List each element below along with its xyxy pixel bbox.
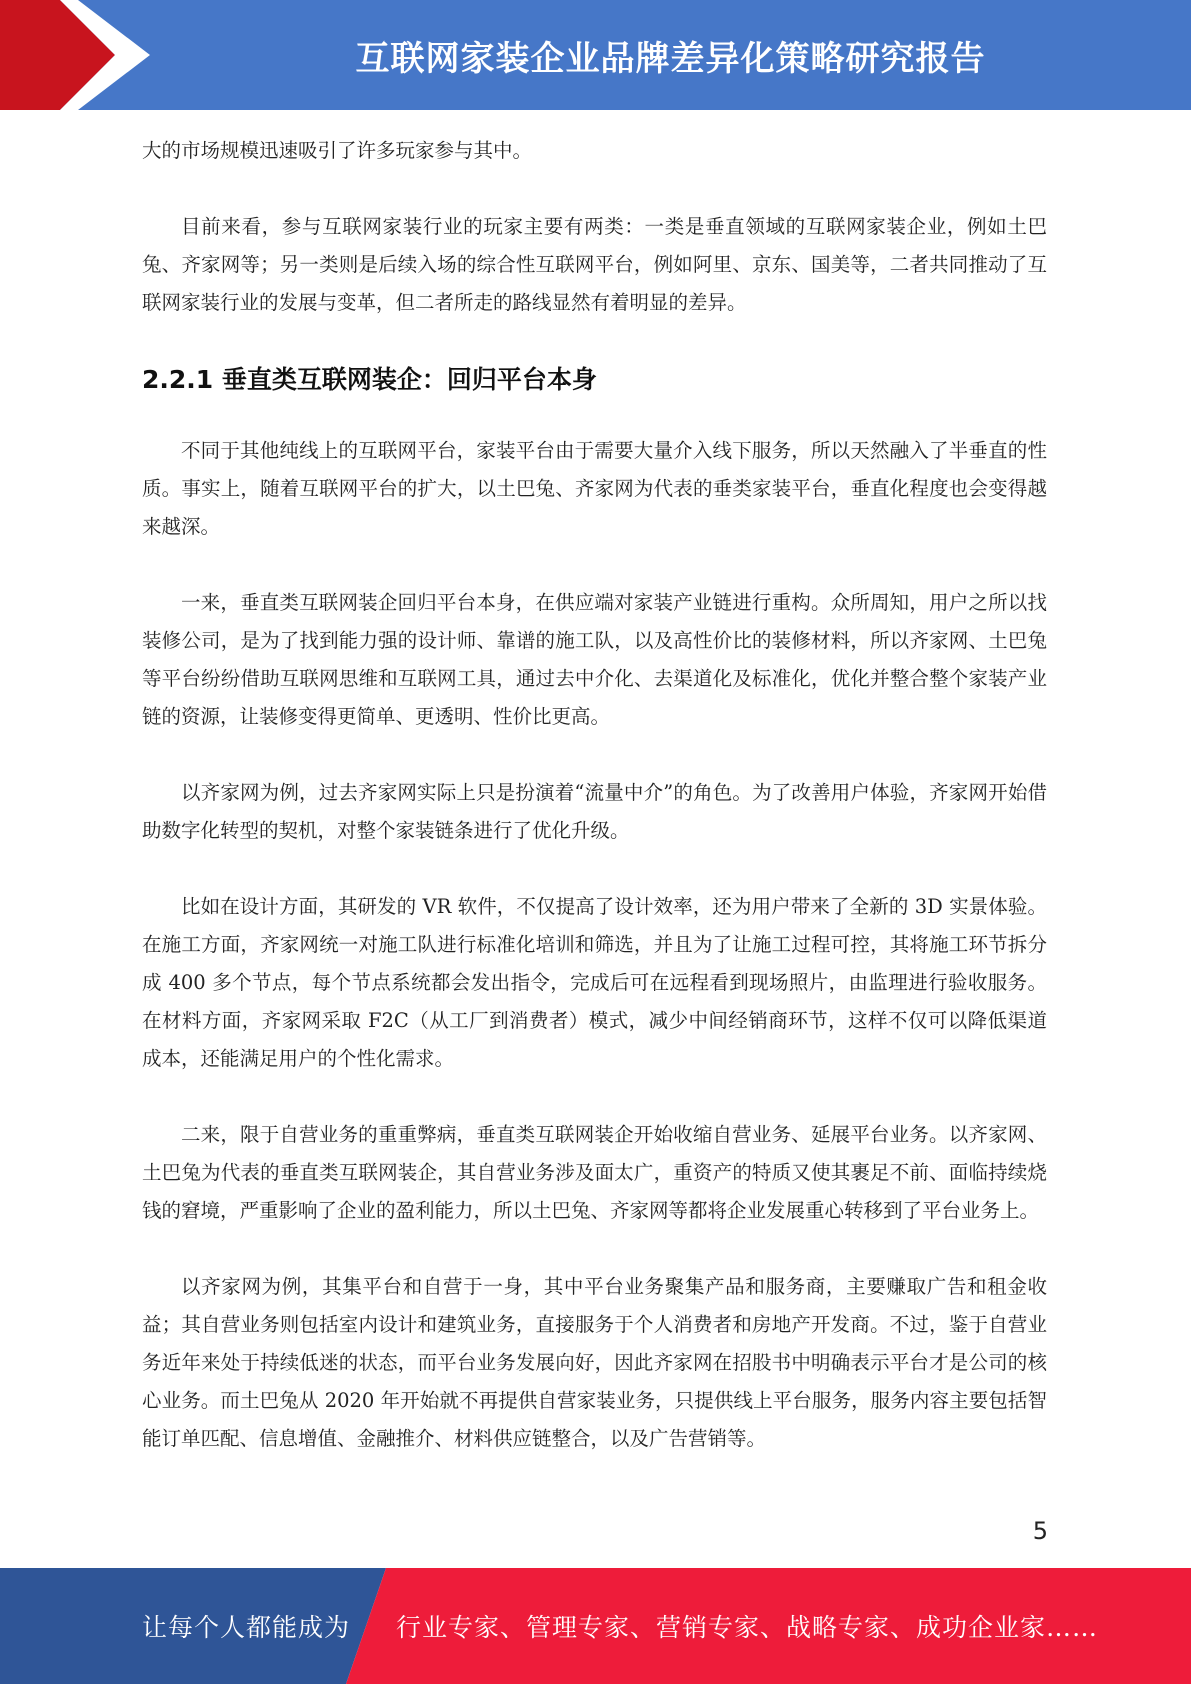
paragraph-continuation: 大的市场规模迅速吸引了许多玩家参与其中。 [142, 139, 533, 162]
section-heading: 2.2.1 垂直类互联网装企：回归平台本身 [142, 365, 597, 394]
header-arrow-decoration [0, 0, 150, 110]
paragraph-players: 目前来看，参与互联网家装行业的玩家主要有两类：一类是垂直领域的互联网家装企业，例如土巴兔、齐家网等；另一类则是后续入场的综合性互联网平台，例如阿里、京东、国美等，二者共同推动了互联网家装行业的发展与变革，但二者所走的路线显然有着明显的差异。 [142, 215, 1047, 314]
page-header [0, 0, 1191, 110]
footer-slogan-left: 让每个人都能成为 [142, 1613, 351, 1642]
paragraph-design-construction: 比如在设计方面，其研发的 VR 软件，不仅提高了设计效率，还为用户带来了全新的 3D 实景体验。在施工方面，齐家网统一对施工队进行标准化培训和筛选，并且为了让施工过程可控，其将施工环节拆分成 400 多个节点，每个节点系统都会发出指令，完成后可在远程看到现场照片，由监理进行验收服务。在材料方面，齐家网采取 F2C（从工厂到消费者）模式，减少中间经销商环节，这样不仅可以降低渠道成本，还能满足用户的个性化需求。 [142, 895, 1047, 1070]
paragraph-qijia-example: 以齐家网为例，过去齐家网实际上只是扮演着“流量中介”的角色。为了改善用户体验，齐家网开始借助数字化转型的契机，对整个家装链条进行了优化升级。 [142, 781, 1047, 842]
report-title: 互联网家装企业品牌差异化策略研究报告 [355, 38, 986, 79]
paragraph-vertical-nature: 不同于其他纯线上的互联网平台，家装平台由于需要大量介入线下服务，所以天然融入了半垂直的性质。事实上，随着互联网平台的扩大，以土巴兔、齐家网为代表的垂类家装平台，垂直化程度也会变得越来越深。 [142, 439, 1047, 538]
footer-slogan-right: 行业专家、管理专家、营销专家、战略专家、成功企业家…… [396, 1613, 1099, 1642]
page-footer [0, 1568, 1191, 1684]
page-number: 5 [1032, 1517, 1048, 1545]
paragraph-business-model: 以齐家网为例，其集平台和自营于一身，其中平台业务聚集产品和服务商，主要赚取广告和租金收益；其自营业务则包括室内设计和建筑业务，直接服务于个人消费者和房地产开发商。不过，鉴于自营业务近年来处于持续低迷的状态，而平台业务发展向好，因此齐家网在招股书中明确表示平台才是公司的核心业务。而土巴兔从 2020 年开始就不再提供自营家装业务，只提供线上平台服务，服务内容主要包括智能订单匹配、信息增值、金融推介、材料供应链整合，以及广告营销等。 [142, 1275, 1047, 1450]
paragraph-platform-shift: 二来，限于自营业务的重重弊病，垂直类互联网装企开始收缩自营业务、延展平台业务。以齐家网、土巴兔为代表的垂直类互联网装企，其自营业务涉及面太广，重资产的特质又使其裹足不前、面临持续烧钱的窘境，严重影响了企业的盈利能力，所以土巴兔、齐家网等都将企业发展重心转移到了平台业务上。 [142, 1123, 1047, 1222]
paragraph-supply-chain: 一来，垂直类互联网装企回归平台本身，在供应端对家装产业链进行重构。众所周知，用户之所以找装修公司，是为了找到能力强的设计师、靠谱的施工队，以及高性价比的装修材料，所以齐家网、土巴兔等平台纷纷借助互联网思维和互联网工具，通过去中介化、去渠道化及标准化，优化并整合整个家装产业链的资源，让装修变得更简单、更透明、性价比更高。 [142, 591, 1047, 728]
document-body [142, 132, 1047, 1458]
